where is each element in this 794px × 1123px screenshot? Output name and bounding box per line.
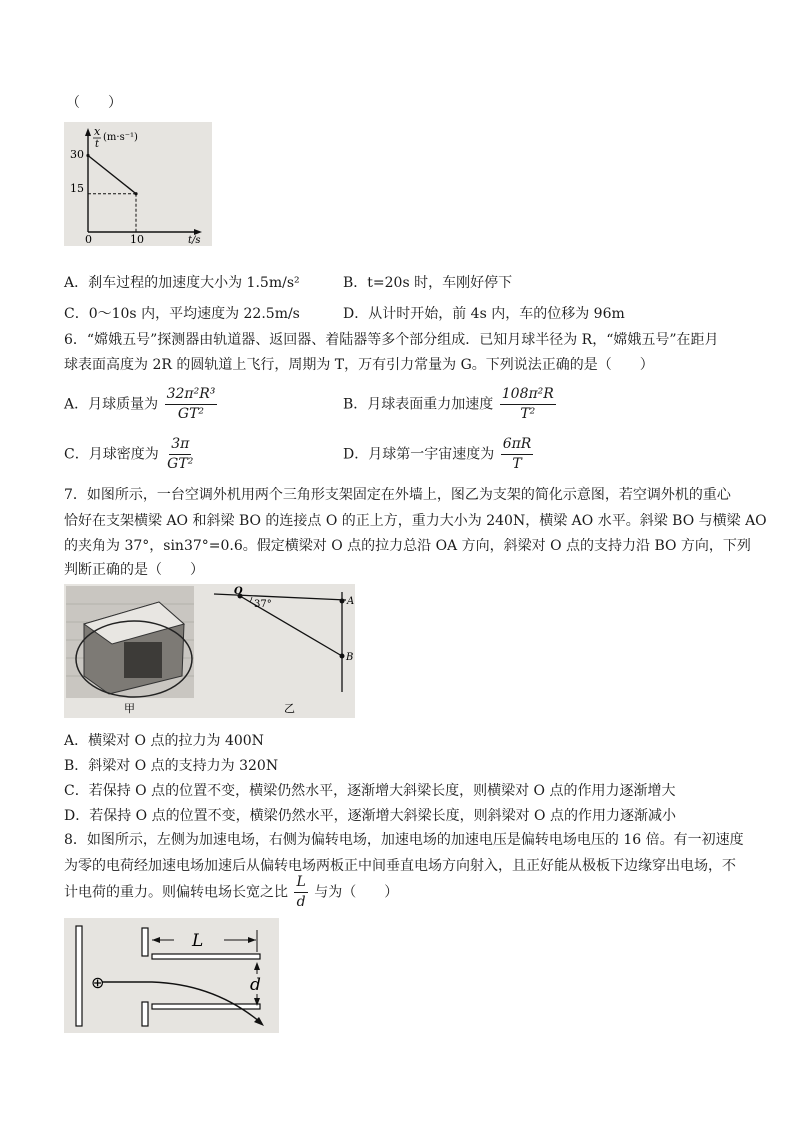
q6-option-a-fraction [165, 386, 218, 423]
fraction-denominator: GT² [177, 406, 205, 422]
point-b-label: B [346, 652, 354, 663]
y-tick-15: 15 [70, 182, 84, 195]
q5-option-d: D．从计时开始，前 4s 内，车的位移为 96m [343, 306, 625, 322]
fraction-denominator: T [512, 456, 522, 472]
q8-stem-suffix: 与为（ ） [314, 884, 399, 901]
figure-label-yi: 乙 [284, 702, 295, 715]
q5-option-b: B．t=20s 时，车刚好停下 [343, 275, 513, 291]
figure-label-jia: 甲 [124, 702, 135, 715]
q8-stem-line1: 8．如图所示，左侧为加速电场，右侧为偏转电场，加速电场的加速电压是偏转电场电压的 16 倍。有一初速度 [64, 832, 744, 848]
data-line [88, 156, 136, 194]
data-point [86, 154, 89, 157]
q8-stem-line3 [64, 874, 398, 911]
angle-label: 37° [254, 599, 272, 610]
q8-figure [64, 918, 279, 1033]
charge-symbol: ⊕ [91, 973, 105, 992]
q8-ratio-fraction [294, 874, 307, 911]
q6-option-b [343, 386, 558, 423]
q6-stem-line2: 球表面高度为 2R 的圆轨道上飞行，周期为 T，万有引力常量为 G。下列说法正确的是（ ） [64, 357, 654, 373]
x-tick-origin: 0 [85, 233, 92, 246]
q7-stem-line1: 7．如图所示，一台空调外机用两个三角形支架固定在外墙上，图乙为支架的简化示意图，若空调外机的重心 [64, 487, 731, 503]
point-a-label: A [347, 596, 355, 607]
y-tick-30: 30 [70, 148, 84, 161]
q7-stem-line4: 判断正确的是（ ） [64, 562, 204, 578]
fraction-numerator: 3π [169, 436, 191, 455]
q5-graph-figure [64, 122, 212, 246]
q6-option-c-fraction [165, 436, 195, 473]
q7-option-a: A．横梁对 O 点的拉力为 400N [64, 733, 264, 749]
q7-option-b: B．斜梁对 O 点的支持力为 320N [64, 758, 279, 774]
q7-figure-drawing [64, 584, 355, 718]
y-label-denominator: t [95, 139, 100, 150]
q7-option-c: C．若保持 O 点的位置不变，横梁仍然水平，逐渐增大斜梁长度，则横梁对 O 点的作用力逐渐增大 [64, 783, 676, 799]
q5-graph [64, 122, 212, 246]
fraction-numerator: 108π²R [500, 386, 556, 405]
q8-stem-text: 计电荷的重力。则偏转电场长宽之比 [64, 884, 288, 901]
q6-stem-line1: 6．“嫦娥五号”探测器由轨道器、返回器、着陆器等多个部分组成．已知月球半径为 R，“嫦娥五号”在距月 [64, 332, 719, 348]
x-tick-10: 10 [130, 233, 144, 246]
width-label: d [250, 975, 261, 995]
q8-field-diagram [64, 918, 279, 1033]
q6-option-a [64, 386, 219, 423]
q6-option-d-text: D．月球第一宇宙速度为 [343, 446, 495, 463]
fraction-numerator: 6πR [501, 436, 534, 455]
data-point [134, 192, 137, 195]
prev-question-blank: （ ） [66, 95, 122, 111]
q6-option-b-text: B．月球表面重力加速度 [343, 396, 494, 413]
q7-stem-line3: 的夹角为 37°，sin37°=0.6。假定横梁对 O 点的拉力总沿 OA 方向，斜梁对 O 点的支持力沿 BO 方向，下列 [64, 538, 751, 554]
fraction-denominator: d [296, 894, 306, 910]
y-label-numerator: x [94, 125, 101, 138]
y-label-unit: (m·s⁻¹) [103, 132, 138, 143]
length-label: L [192, 931, 204, 951]
fraction-numerator: L [294, 874, 307, 893]
q8-stem-line2: 为零的电荷经加速电场加速后从偏转电场两板正中间垂直电场方向射入，且正好能从极板下边缘穿出电场，不 [64, 858, 736, 874]
fraction-denominator: T² [520, 406, 536, 422]
q6-option-d [343, 436, 535, 473]
q7-stem-line2: 恰好在支架横梁 AO 和斜梁 BO 的连接点 O 的正上方，重力大小为 240N，横梁 AO 水平。斜梁 BO 与横梁 AO [64, 513, 767, 529]
q6-option-c-text: C．月球密度为 [64, 446, 159, 463]
deflecting-plates [152, 954, 260, 1009]
accelerating-plates [76, 926, 148, 1026]
bracket-schematic [214, 592, 346, 692]
graph-axes [85, 128, 202, 235]
x-axis-label: t/s [188, 235, 201, 246]
air-conditioner-photo [66, 586, 194, 698]
dimension-lines [152, 930, 260, 1006]
fraction-denominator: GT² [167, 456, 194, 472]
q5-option-a: A．刹车过程的加速度大小为 1.5m/s² [64, 275, 300, 291]
q6-option-c [64, 436, 197, 473]
q6-option-b-fraction [500, 386, 556, 423]
q6-option-a-text: A．月球质量为 [64, 396, 159, 413]
point-o-label: O [234, 586, 243, 597]
charge-trajectory [102, 982, 260, 1022]
fraction-numerator: 32π²R³ [165, 386, 218, 405]
q5-option-c: C．0～10s 内，平均速度为 22.5m/s [64, 306, 300, 322]
q7-figure [64, 584, 355, 718]
q6-option-d-fraction [501, 436, 534, 473]
q7-option-d: D．若保持 O 点的位置不变，横梁仍然水平，逐渐增大斜梁长度，则斜梁对 O 点的作用力逐渐减小 [64, 808, 676, 824]
